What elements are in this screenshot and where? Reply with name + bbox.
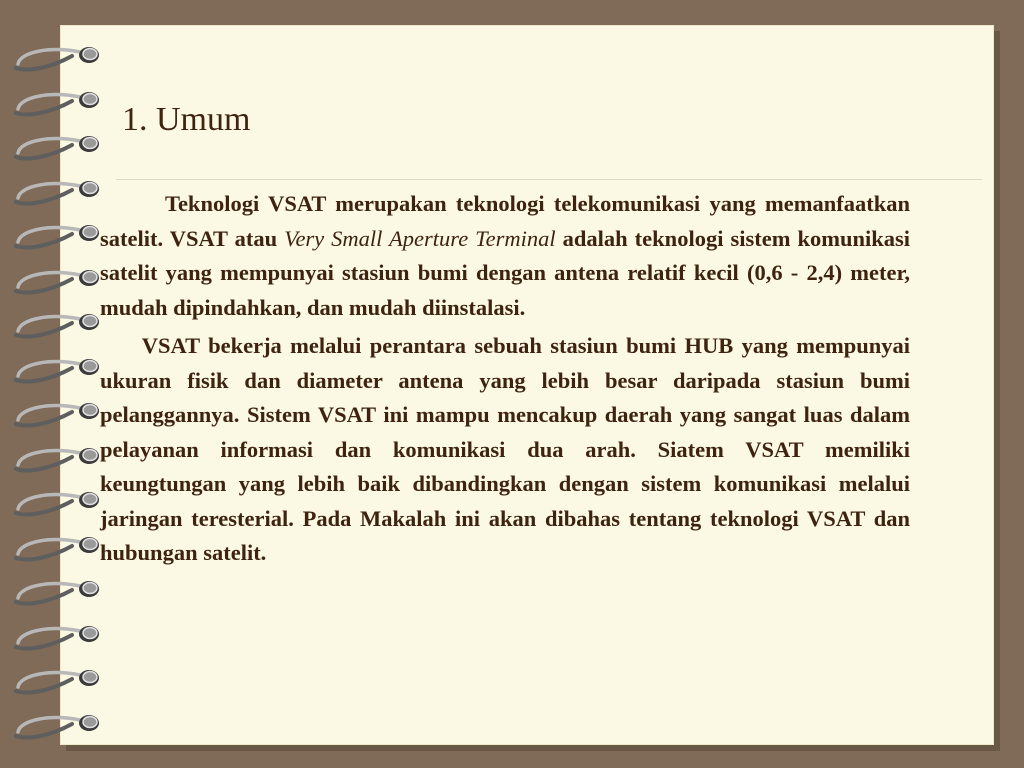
slide-title: 1. Umum <box>122 101 251 138</box>
vsat-term: Very Small Aperture Terminal <box>284 225 556 251</box>
paragraph-2 <box>100 329 910 571</box>
paragraph-1-text-a: Teknologi VSAT merupakan teknologi telekomunikasi yang memanfaatkan satelit. VSAT atau <box>100 191 911 251</box>
paragraph-1-text-b: adalah teknologi sistem komunikasi satelit yang mempunyai stasiun bumi dengan antena relatif kecil (0,6 - 2,4) meter, mudah dipindahkan, dan mudah diinstalasi. <box>100 225 911 320</box>
paragraph-2-text: VSAT bekerja melalui perantara sebuah stasiun bumi HUB yang mempunyai ukuran fisik dan diameter antena yang lebih besar daripada stasiun bumi pelanggannya. Sistem VSAT ini mampu mencakup daerah yang sangat luas dalam pelayanan informasi dan komunikasi dua arah. Siatem VSAT memiliki keungtungan yang lebih baik dibandingkan dengan sistem komunikasi melalui jaringan teresterial. Pada Makalah ini akan dibahas tentang teknologi VSAT dan hubungan satelit. <box>100 333 910 565</box>
slide-body <box>100 187 910 571</box>
title-divider <box>116 179 982 180</box>
paragraph-1 <box>100 187 910 325</box>
